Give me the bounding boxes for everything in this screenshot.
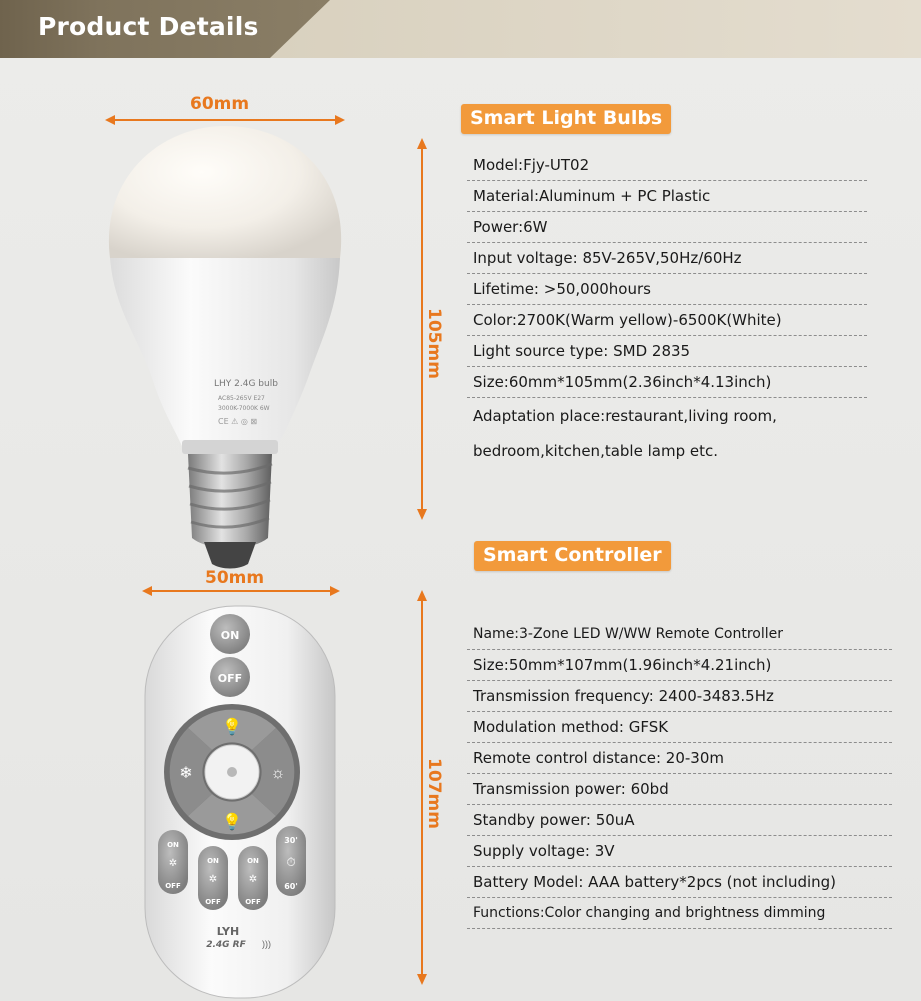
bulb-bright-icon: 💡 bbox=[222, 719, 242, 736]
controller-section-title: Smart Controller bbox=[474, 541, 671, 571]
on-button-label: ON bbox=[220, 629, 240, 642]
spec-row: Transmission frequency: 2400-3483.5Hz bbox=[467, 681, 892, 712]
timer-button[interactable] bbox=[276, 826, 306, 896]
on-button[interactable] bbox=[210, 614, 250, 654]
spec-row: Name:3-Zone LED W/WW Remote Controller bbox=[467, 619, 892, 650]
remote-brand-label: LYH bbox=[216, 925, 240, 938]
spec-row: Size:50mm*107mm(1.96inch*4.21inch) bbox=[467, 650, 892, 681]
bulb-spec-list bbox=[467, 150, 867, 469]
zone-2-off-label: OFF bbox=[205, 898, 221, 906]
zone-2-on-label: ON bbox=[207, 857, 219, 865]
remote-width-arrow bbox=[142, 583, 340, 599]
remote-width-label: 50mm bbox=[205, 568, 265, 588]
bulb-height-label: 105mm bbox=[424, 308, 444, 379]
spec-row: Standby power: 50uA bbox=[467, 805, 892, 836]
spec-row: Size:60mm*105mm(2.36inch*4.13inch) bbox=[467, 367, 867, 398]
bulb-width-label: 60mm bbox=[190, 94, 250, 114]
spec-row: Model:Fjy-UT02 bbox=[467, 150, 867, 181]
timer-30-label: 30' bbox=[284, 836, 298, 845]
off-button-label: OFF bbox=[217, 672, 243, 685]
spec-row: Light source type: SMD 2835 bbox=[467, 336, 867, 367]
zone-3-bulb-icon: ✲ bbox=[248, 874, 258, 885]
spec-row: Input voltage: 85V-265V,50Hz/60Hz bbox=[467, 243, 867, 274]
zone-1-on-label: ON bbox=[167, 841, 179, 849]
spec-row: Modulation method: GFSK bbox=[467, 712, 892, 743]
bulb-image bbox=[100, 118, 360, 573]
sun-icon: ☼ bbox=[270, 765, 286, 782]
timer-60-label: 60' bbox=[284, 882, 298, 891]
bulb-label-line1: LHY 2.4G bulb bbox=[214, 379, 278, 389]
page-title: Product Details bbox=[38, 12, 259, 41]
snowflake-icon: ❄ bbox=[179, 765, 193, 782]
spec-row: Transmission power: 60bd bbox=[467, 774, 892, 805]
spec-row: Power:6W bbox=[467, 212, 867, 243]
spec-row: Battery Model: AAA battery*2pcs (not including) bbox=[467, 867, 892, 898]
spec-row: Color:2700K(Warm yellow)-6500K(White) bbox=[467, 305, 867, 336]
spec-row: Functions:Color changing and brightness dimming bbox=[467, 898, 892, 929]
bulb-dim-icon: 💡 bbox=[222, 814, 242, 831]
bulb-section-title: Smart Light Bulbs bbox=[461, 104, 671, 134]
zone-3-off-label: OFF bbox=[245, 898, 261, 906]
bulb-label-line2: AC85-265V E27 bbox=[218, 395, 265, 402]
zone-1-off-label: OFF bbox=[165, 882, 181, 890]
spec-row: Supply voltage: 3V bbox=[467, 836, 892, 867]
zone-3-button[interactable] bbox=[238, 846, 268, 910]
controller-spec-list bbox=[467, 619, 892, 929]
zone-1-button[interactable] bbox=[158, 830, 188, 894]
spec-row: Lifetime: >50,000hours bbox=[467, 274, 867, 305]
zone-2-bulb-icon: ✲ bbox=[208, 874, 218, 885]
timer-icon: ⏱ bbox=[286, 855, 296, 869]
spec-row: Material:Aluminum + PC Plastic bbox=[467, 181, 867, 212]
zone-2-button[interactable] bbox=[198, 846, 228, 910]
remote-brand-sub-label: 2.4G RF bbox=[206, 940, 246, 950]
zone-1-bulb-icon: ✲ bbox=[168, 858, 178, 869]
spec-row: Adaptation place:restaurant,living room, bbox=[473, 407, 777, 425]
remote-height-label: 107mm bbox=[424, 758, 444, 829]
wireless-icon: ))) bbox=[262, 939, 271, 949]
remote-image bbox=[140, 600, 340, 1000]
spec-row: bedroom,kitchen,table lamp etc. bbox=[473, 442, 718, 460]
off-button[interactable] bbox=[210, 657, 250, 697]
zone-3-on-label: ON bbox=[247, 857, 259, 865]
bulb-label-line3: 3000K-7000K 6W bbox=[218, 405, 270, 412]
header-banner bbox=[0, 0, 921, 58]
spec-row: Remote control distance: 20-30m bbox=[467, 743, 892, 774]
certification-marks-icon: CE ⚠ ◎ ⊠ bbox=[218, 417, 258, 426]
